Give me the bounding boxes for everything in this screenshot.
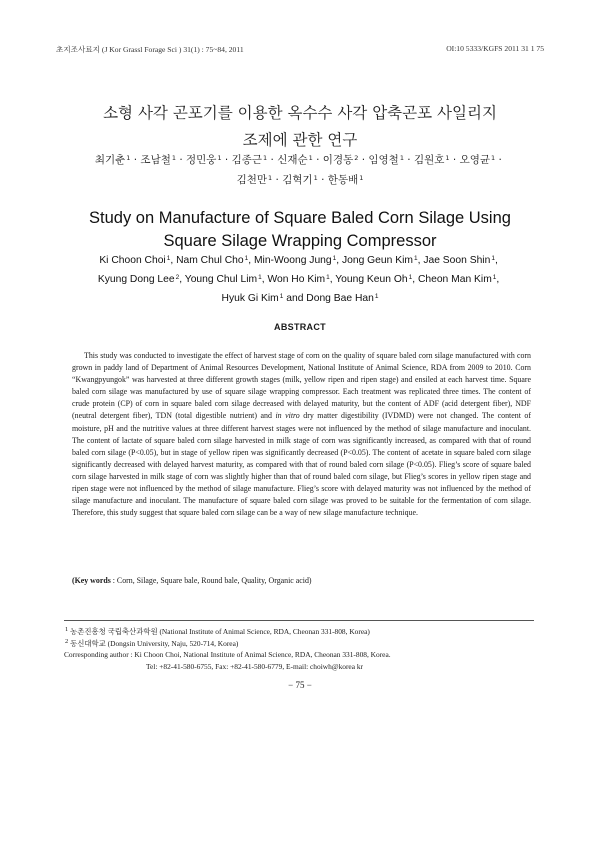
author-separator: ·: [449, 154, 460, 166]
author-separator: ,: [496, 274, 503, 285]
affiliation-mark: 1: [408, 274, 413, 281]
affiliation-mark: 1: [258, 274, 262, 281]
running-header: [56, 44, 544, 58]
affiliation-mark: 2: [354, 154, 359, 162]
affiliation-mark: 1: [126, 154, 131, 162]
author-name: 조남철: [140, 154, 171, 166]
author-separator: ·: [267, 154, 278, 166]
english-authors-line: [60, 251, 540, 270]
author-name: 한동배: [327, 174, 359, 186]
affiliation-mark: 1: [171, 154, 176, 162]
author-separator: ·: [221, 154, 232, 166]
affiliation-mark: 1: [217, 154, 222, 162]
footnotes: [64, 626, 538, 672]
keywords-label: (Key words: [72, 576, 111, 585]
author-separator: ,: [248, 255, 254, 266]
corresponding-author: Corresponding author : Ki Choon Choi, National Institute of Animal Science, RDA, Cheonan 331-808, Korea.: [64, 650, 391, 660]
affiliation-mark: 1: [492, 274, 497, 281]
korean-authors: [60, 150, 540, 190]
affiliation-mark: 2: [65, 637, 69, 645]
author-separator: ·: [176, 154, 187, 166]
footnote-affiliation-1: [64, 626, 538, 638]
author-name: 오영균: [459, 154, 491, 166]
author-name: Nam Chul Cho: [176, 255, 244, 266]
korean-title-line: 조제에 관한 연구: [242, 131, 358, 149]
author-separator: ,: [494, 255, 501, 266]
author-name: 신재순: [277, 154, 308, 166]
author-separator: ·: [272, 174, 283, 186]
abstract-body: [72, 350, 531, 519]
affiliation-text: 농촌진흥청 국립축산과학원 (National Institute of Animal Science, RDA, Cheonan 331-808, Korea): [68, 627, 370, 636]
author-separator: ·: [317, 174, 328, 186]
journal-citation: 초지조사료지 (J Kor Grassl Forage Sci ) 31(1) : 75~84, 2011: [56, 45, 244, 54]
author-name: Won Ho Kim: [267, 274, 326, 285]
affiliation-mark: 1: [166, 255, 171, 262]
author-name: 임영철: [368, 154, 399, 166]
keywords-text: : Corn, Silage, Square bale, Round bale, Quality, Organic acid): [110, 576, 312, 585]
english-title: [40, 207, 560, 253]
affiliation-mark: 1: [445, 154, 450, 162]
affiliation-mark: 1: [399, 154, 404, 162]
abstract-text: dry matter digestibility (IVDMD) were not changed. The content of moisture, pH and the nutritive values at three different harvest stages were not influenced by the method of silage manufacture and inoculant. The content of lactate of square baled corn silage harvested in milk stage of corn was significantly increased, as compared with that of round baled corn silage (P<0.05), but in stage of yellow ripen was significantly decreased (P<0.05). The content of acetate in square baled corn silage significantly decreased with delayed harvest maturity, as compared with that of round baled corn silage (P<0.05). Flieg’s score of square baled corn silage harvested in milk stage of corn was slightly higher than that of round baled corn silage, but Flieg’s scores in yellow ripen stage and ripen stage were not influenced by the method of silage manufacture. Flieg’s score with delayed maturity was not influenced by the method of silage manufacture and inoculant. The manufacture of square baled corn silage was proved to be suitable for the fermentation of corn silage. Therefore, this study suggest that square baled corn silage can be a way of new silage manufacture technique.: [72, 411, 531, 518]
affiliation-mark: 1: [491, 255, 495, 262]
author-separator: ·: [130, 154, 141, 166]
author-name: 이경동: [322, 154, 354, 166]
author-separator: ,: [417, 255, 424, 266]
footnote-affiliation-2: [64, 638, 538, 650]
affiliation-mark: 1: [313, 174, 318, 182]
author-separator: ,: [412, 274, 418, 285]
korean-title-line: 소형 사각 곤포기를 이용한 옥수수 사각 압축곤포 사일리지: [103, 104, 497, 122]
author-separator: ,: [261, 274, 268, 285]
author-separator: ,: [336, 255, 342, 266]
keywords: [72, 575, 531, 587]
english-authors: [60, 251, 540, 308]
author-name: 최기춘: [94, 154, 126, 166]
affiliation-mark: 1: [263, 154, 268, 162]
affiliation-mark: 1: [359, 174, 364, 182]
affiliation-mark: 1: [308, 154, 313, 162]
author-conjunction: and: [283, 293, 307, 304]
affiliation-mark: 1: [326, 274, 330, 281]
author-name: 김원호: [413, 154, 445, 166]
contact-info: Tel: +82-41-580-6755, Fax: +82-41-580-6779, E-mail: choiwh@korea kr: [146, 661, 364, 671]
korean-title: [40, 100, 560, 154]
author-name: Min-Woong Jung: [253, 255, 332, 266]
author-name: Kyung Dong Lee: [97, 274, 175, 285]
author-name: Jae Soon Shin: [423, 255, 491, 266]
page-number: − 75 −: [288, 680, 312, 690]
affiliation-mark: 1: [332, 255, 337, 262]
author-name: Jong Geun Kim: [341, 255, 413, 266]
affiliation-mark: 1: [268, 174, 273, 182]
korean-authors-line: [60, 170, 540, 190]
author-name: Young Keun Oh: [335, 274, 408, 285]
author-name: Hyuk Gi Kim: [221, 293, 279, 304]
author-name: 김종근: [231, 154, 263, 166]
affiliation-mark: 1: [279, 293, 284, 300]
english-authors-line: [60, 270, 540, 289]
affiliation-mark: 1: [413, 255, 418, 262]
affiliation-mark: 1: [374, 293, 379, 300]
author-name: Ki Choon Choi: [99, 255, 166, 266]
english-title-line: Study on Manufacture of Square Baled Corn Silage Using: [89, 209, 511, 227]
author-name: 김혁기: [282, 174, 313, 186]
author-separator: ,: [329, 274, 336, 285]
author-separator: ,: [179, 274, 185, 285]
affiliation-mark: 1: [65, 626, 69, 633]
abstract-italic: in vitro: [275, 411, 300, 421]
author-name: Dong Bae Han: [306, 293, 374, 304]
affiliation-mark: 1: [491, 154, 496, 162]
author-separator: ,: [170, 255, 177, 266]
author-separator: ·: [403, 154, 414, 166]
author-name: Young Chul Lim: [184, 274, 258, 285]
english-authors-line: [60, 289, 540, 308]
affiliation-mark: 1: [244, 255, 249, 262]
affiliation-text: 동신대학교 (Dongsin University, Naju, 520-714, Korea): [68, 638, 239, 648]
doi: OI:10 5333/KGFS 2011 31 1 75: [446, 44, 544, 53]
author-separator: ·: [495, 154, 506, 166]
abstract-heading: ABSTRACT: [274, 322, 326, 332]
author-separator: ·: [358, 154, 369, 166]
affiliation-mark: 2: [175, 274, 180, 281]
english-title-line: Square Silage Wrapping Compressor: [163, 232, 437, 250]
korean-authors-line: [60, 150, 540, 170]
abstract-text: This study was conducted to investigate the effect of harvest stage of corn on the quality of square baled corn silage manufactured with corn grown in paddy land of Department of Animal Resources Development, National Institute of Animal Science, RDA from 2009 to 2010. Corn “Kwangpyungok” was harvested at three different growth stages (milk, yellow ripen and ripen stage) and ensiled at each harvest time. Square baled corn silage was manufactured by use of square silage wrapping compressor. Each treatment was replicated three times. The content of crude protein (CP) of corn in square baled corn silage decreased with delayed maturity, but the content of ADF (acid detergent fiber), NDF (neutral detergent fiber), TDN (total digestible nutrient) and: [72, 351, 531, 421]
author-name: 김천만: [236, 174, 268, 186]
author-separator: ·: [312, 154, 323, 166]
footnote-divider: [64, 620, 534, 621]
author-name: 정민웅: [186, 154, 217, 166]
author-name: Cheon Man Kim: [417, 274, 492, 285]
